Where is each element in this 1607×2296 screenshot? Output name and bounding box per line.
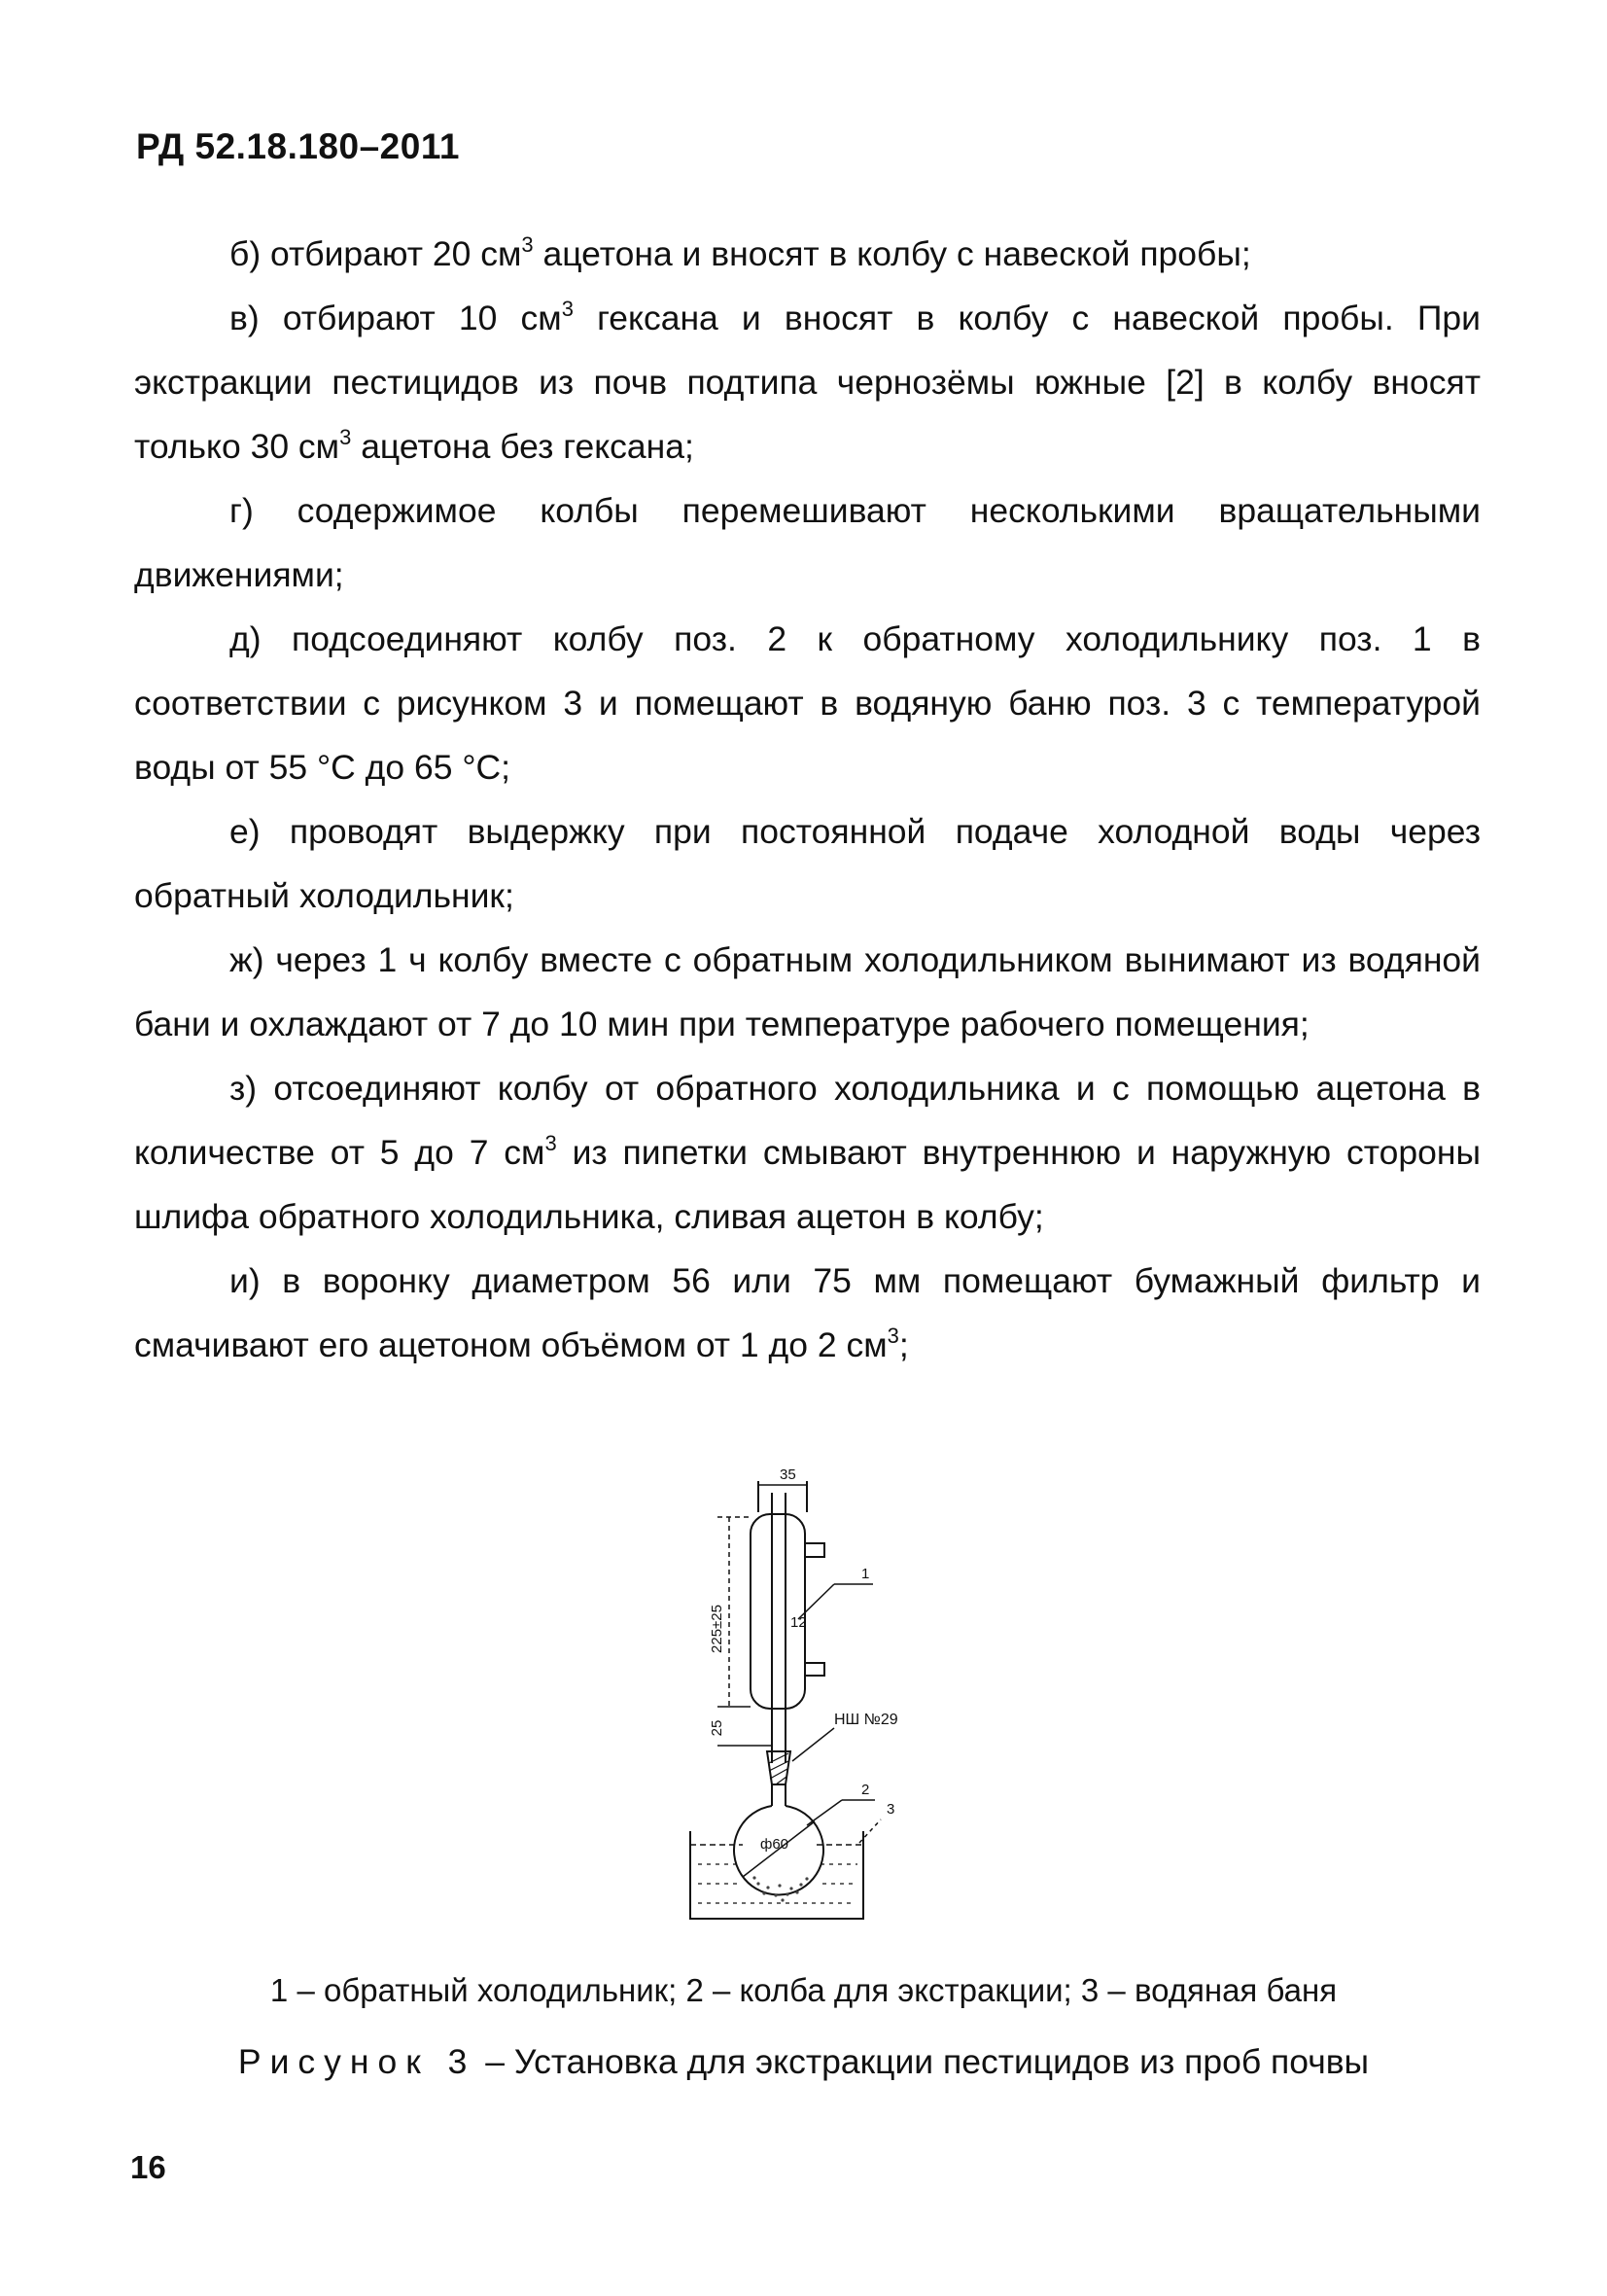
- paragraph-zh: ж) через 1 ч колбу вместе с обратным холодильником вынимают из водяной бани и охлаждают от 7 до 10 мин при температуре рабочего помещения;: [134, 940, 1481, 1043]
- callout-2: 2: [861, 1782, 870, 1798]
- callout-3: 3: [887, 1801, 895, 1818]
- body-text: [134, 222, 1481, 1377]
- page-number: 16: [130, 2149, 166, 2185]
- figure-caption: [0, 2042, 1607, 2082]
- paragraph-e: е) проводят выдержку при постоянной подаче холодной воды через обратный холодильник;: [134, 812, 1481, 915]
- figure-caption-label: Рисунок 3: [237, 2042, 476, 2081]
- document-code: РД 52.18.180–2011: [136, 126, 460, 166]
- dimension-joint-length: 25: [709, 1719, 725, 1737]
- dimension-flask-diameter: ф60: [760, 1836, 789, 1853]
- figure-legend: 1 – обратный холодильник; 2 – колба для экстракции; 3 – водяная баня: [269, 1972, 1338, 2008]
- apparatus-drawing: [671, 1464, 943, 1930]
- paragraph-d: д) подсоединяют колбу поз. 2 к обратному холодильнику поз. 1 в соответствии с рисунком 3 и помещают в водяную баню поз. 3 с температурой воды от 55 °С до 65 °С;: [134, 619, 1481, 787]
- paragraph-i: и) в воронку диаметром 56 или 75 мм помещают бумажный фильтр и смачивают его ацетоном объёмом от 1 до 2 $см^3$;: [134, 1261, 1481, 1364]
- paragraph-g: г) содержимое колбы перемешивают несколькими вращательными движениями;: [134, 491, 1481, 594]
- paragraph-z: з) отсоединяют колбу от обратного холодильника и с помощью ацетона в количестве от 5 до 7 $см^3$ из пипетки смывают внутреннюю и наружную стороны шлифа обратного холодильника, сливая ацетон в колбу;: [134, 1069, 1481, 1236]
- dimension-tube-diameter: 12: [790, 1614, 807, 1631]
- figure-caption-text: – Установка для экстракции пестицидов из проб почвы: [475, 2042, 1370, 2081]
- callout-1: 1: [861, 1566, 870, 1582]
- extraction-apparatus-figure: [671, 1464, 943, 1930]
- joint-label: НШ №29: [834, 1712, 898, 1728]
- dimension-top-width: 35: [780, 1466, 796, 1483]
- paragraph-v: в) отбирают 10 $см^3$ гексана и вносят в колбу с навеской пробы. При экстракции пестицидов из почв подтипа чернозёмы южные [2] в колбу вносят только 30 $см^3$ ацетона без гексана;: [134, 297, 1481, 466]
- dimension-condenser-length: 225±25: [709, 1605, 725, 1653]
- paragraph-b: б) отбирают 20 $см^3$ ацетона и вносят в колбу с навеской пробы;: [229, 232, 1251, 273]
